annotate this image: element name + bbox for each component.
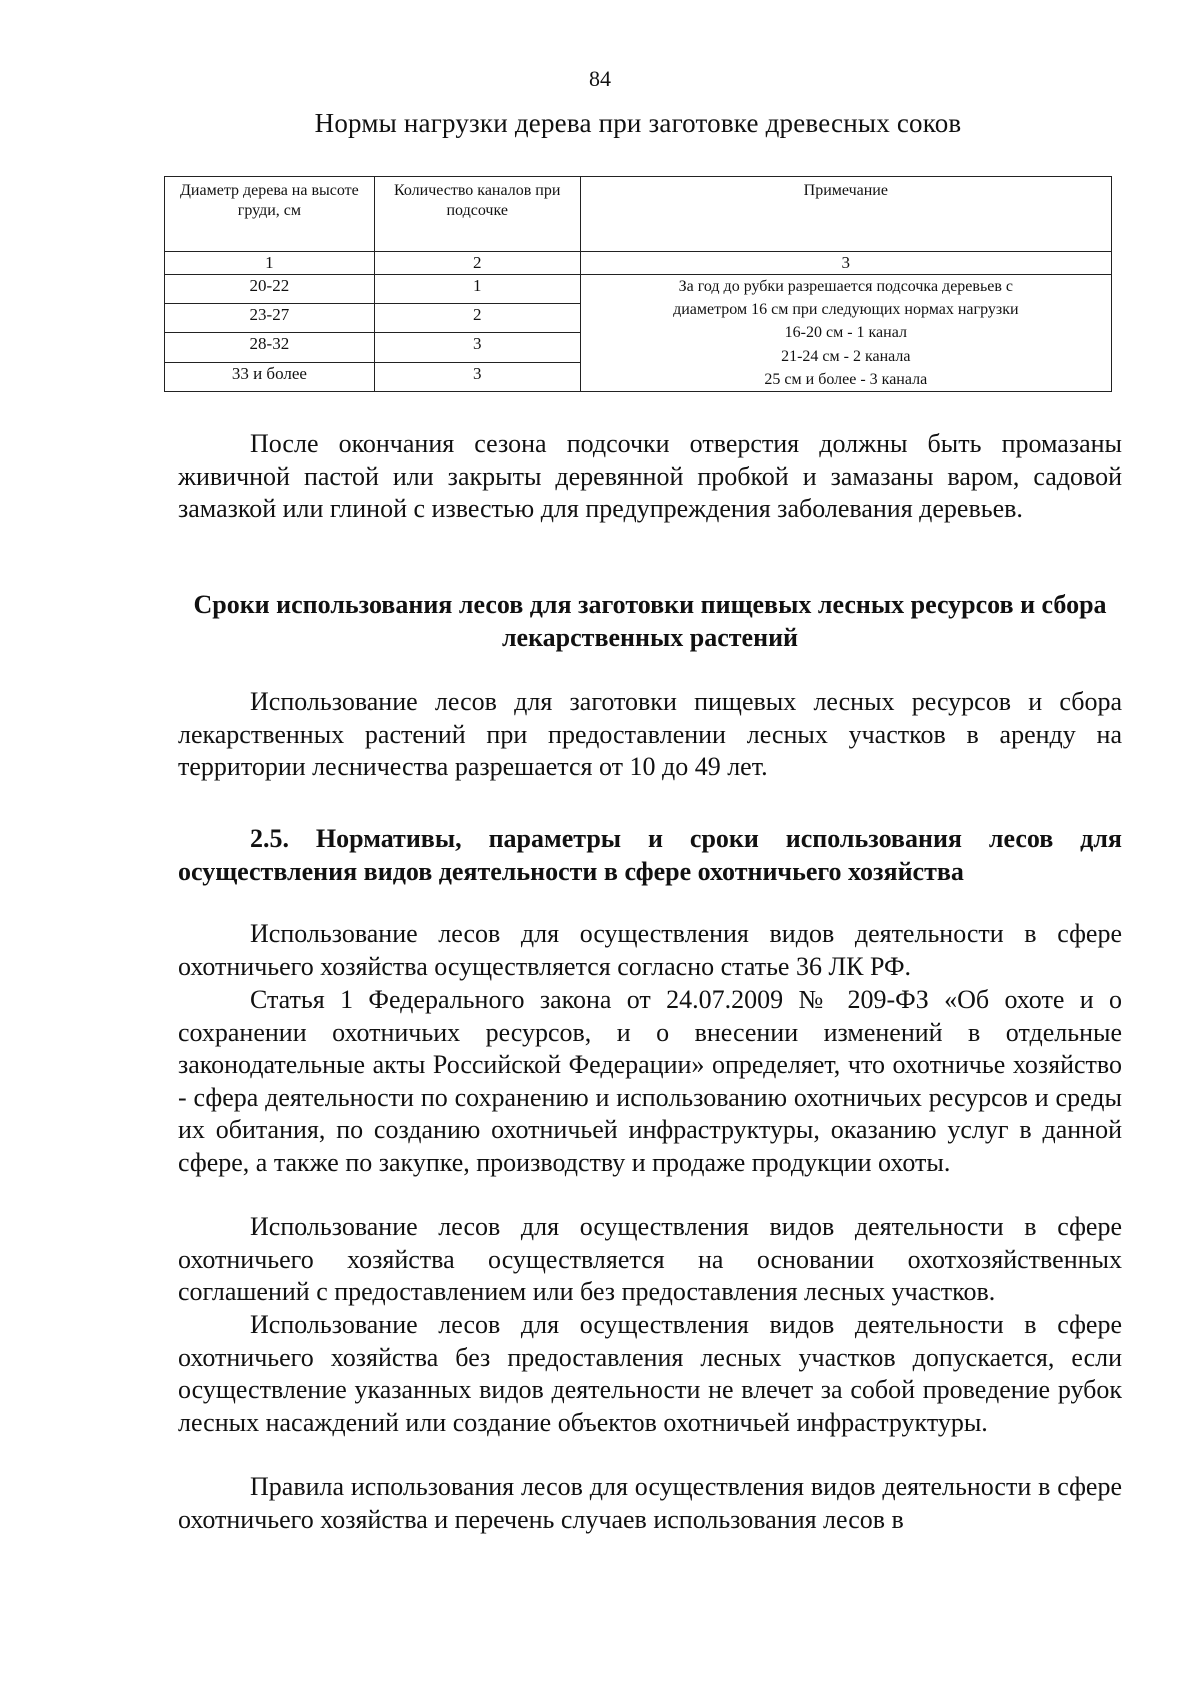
channels-cell: 2 (374, 304, 580, 333)
paragraph-after-table: После окончания сезона подсочки отверстия должны быть промазаны живичной пастой или закрыты деревянной пробкой и замазаны варом, садовой замазкой или глиной с известью для предупреждения заболевания деревьев. (178, 429, 1122, 523)
channels-cell: 1 (374, 275, 580, 304)
channels-cell: 3 (374, 362, 580, 391)
table-header-row (165, 177, 1112, 252)
hunting-paragraph-4: Использование лесов для осуществления видов деятельности в сфере охотничьего хозяйства без предоставления лесных участков допускается, если осуществление указанных видов деятельности не влечет за собой проведение рубок лесных насаждений или создание объектов охотничьей инфраструктуры. (178, 1310, 1122, 1437)
diameter-cell: 33 и более (165, 362, 375, 391)
diameter-cell: 28-32 (165, 333, 375, 362)
tree-load-norms-table (164, 176, 1112, 392)
header-diameter: Диаметр дерева на высоте груди, см (165, 177, 375, 252)
table-column-numbers-row (165, 252, 1112, 275)
note-cell (580, 275, 1111, 392)
table-row (165, 275, 1112, 304)
hunting-paragraph-1: Использование лесов для осуществления видов деятельности в сфере охотничьего хозяйства осуществляется согласно статье 36 ЛК РФ. (178, 919, 1122, 981)
note-line: 25 см и более - 3 канала (764, 370, 928, 388)
note-line: За год до рубки разрешается подсочка деревьев с (678, 278, 1014, 295)
hunting-paragraph-5: Правила использования лесов для осуществления видов деятельности в сфере охотничьего хозяйства и перечень случаев использования лесов в (178, 1472, 1122, 1534)
diameter-cell: 20-22 (165, 275, 375, 304)
diameter-cell: 23-27 (165, 304, 375, 333)
header-channels: Количество каналов при подсочке (374, 177, 580, 252)
note-line: диаметром 16 см при следующих нормах нагрузки (673, 301, 1019, 319)
header-note: Примечание (580, 177, 1111, 252)
hunting-paragraph-2: Статья 1 Федерального закона от 24.07.2009 № 209-ФЗ «Об охоте и о сохранении охотничьих ресурсов, и о внесении изменений в отдельные законодательные акты Российской Федерации» определяет, что охотничье хозяйство - сфера деятельности по сохранению и использованию охотничьих ресурсов и среды их обитания, по созданию охотничьей инфраструктуры, оказанию услуг в данной сфере, а также по закупке, производству и продаже продукции охоты. (178, 985, 1122, 1177)
section-food-heading: Сроки использования лесов для заготовки пищевых лесных ресурсов и сбора лекарственных растений (193, 590, 1107, 652)
note-line: 21-24 см - 2 канала (781, 347, 911, 365)
hunting-paragraph-3: Использование лесов для осуществления видов деятельности в сфере охотничьего хозяйства осуществляется на основании охотхозяйственных соглашений с предоставлением или без предоставления лесных участков. (178, 1212, 1122, 1306)
channels-cell: 3 (374, 333, 580, 362)
column-number: 1 (165, 252, 375, 275)
column-number: 3 (580, 252, 1111, 275)
section-hunting-heading: 2.5. Нормативы, параметры и сроки использования лесов для осуществления видов деятельности в сфере охотничьего хозяйства (178, 824, 1122, 886)
column-number: 2 (374, 252, 580, 275)
table-title: Нормы нагрузки дерева при заготовке древесных соков (314, 108, 962, 138)
section-food-paragraph: Использование лесов для заготовки пищевых лесных ресурсов и сбора лекарственных растений при предоставлении лесных участков в аренду на территории лесничества разрешается от 10 до 49 лет. (178, 687, 1122, 781)
note-line: 16-20 см - 1 канал (784, 324, 907, 342)
page-number: 84 (589, 66, 611, 91)
